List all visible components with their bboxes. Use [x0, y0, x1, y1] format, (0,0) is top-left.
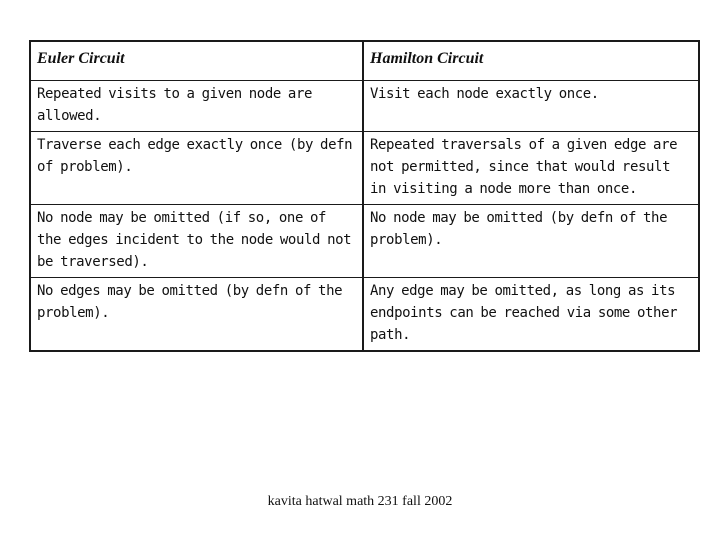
- euler-cell: [30, 131, 363, 204]
- euler-cell: [30, 277, 363, 351]
- euler-cell-text: No node may be omitted (if so, one of the edges incident to the node would not be traversed).: [37, 209, 352, 270]
- hamilton-cell-text: Visit each node exactly once.: [370, 85, 599, 102]
- hamilton-cell: [363, 80, 699, 131]
- table-row: [30, 204, 699, 277]
- euler-cell-text: Repeated visits to a given node are allowed.: [37, 85, 313, 124]
- hamilton-cell: [363, 277, 699, 351]
- hamilton-cell-text: No node may be omitted (by defn of the problem).: [370, 209, 668, 248]
- table-row: [30, 80, 699, 131]
- hamilton-circuit-header: Hamilton Circuit: [363, 41, 699, 80]
- euler-cell-text: Traverse each edge exactly once (by defn of problem).: [37, 136, 353, 175]
- hamilton-cell: [363, 204, 699, 277]
- euler-cell-text: No edges may be omitted (by defn of the problem).: [37, 282, 343, 321]
- euler-circuit-header: Euler Circuit: [30, 41, 363, 80]
- hamilton-cell-text: Any edge may be omitted, as long as its endpoints can be reached via some other path.: [370, 282, 678, 343]
- comparison-table: [29, 40, 700, 352]
- table-row: [30, 131, 699, 204]
- table-row: [30, 277, 699, 351]
- euler-cell: [30, 204, 363, 277]
- euler-cell: [30, 80, 363, 131]
- hamilton-cell-text: Repeated traversals of a given edge are not permitted, since that would result in visiting a node more than once.: [370, 136, 678, 197]
- slide-footer: kavita hatwal math 231 fall 2002: [267, 494, 453, 509]
- header-row: [30, 41, 699, 80]
- hamilton-cell: [363, 131, 699, 204]
